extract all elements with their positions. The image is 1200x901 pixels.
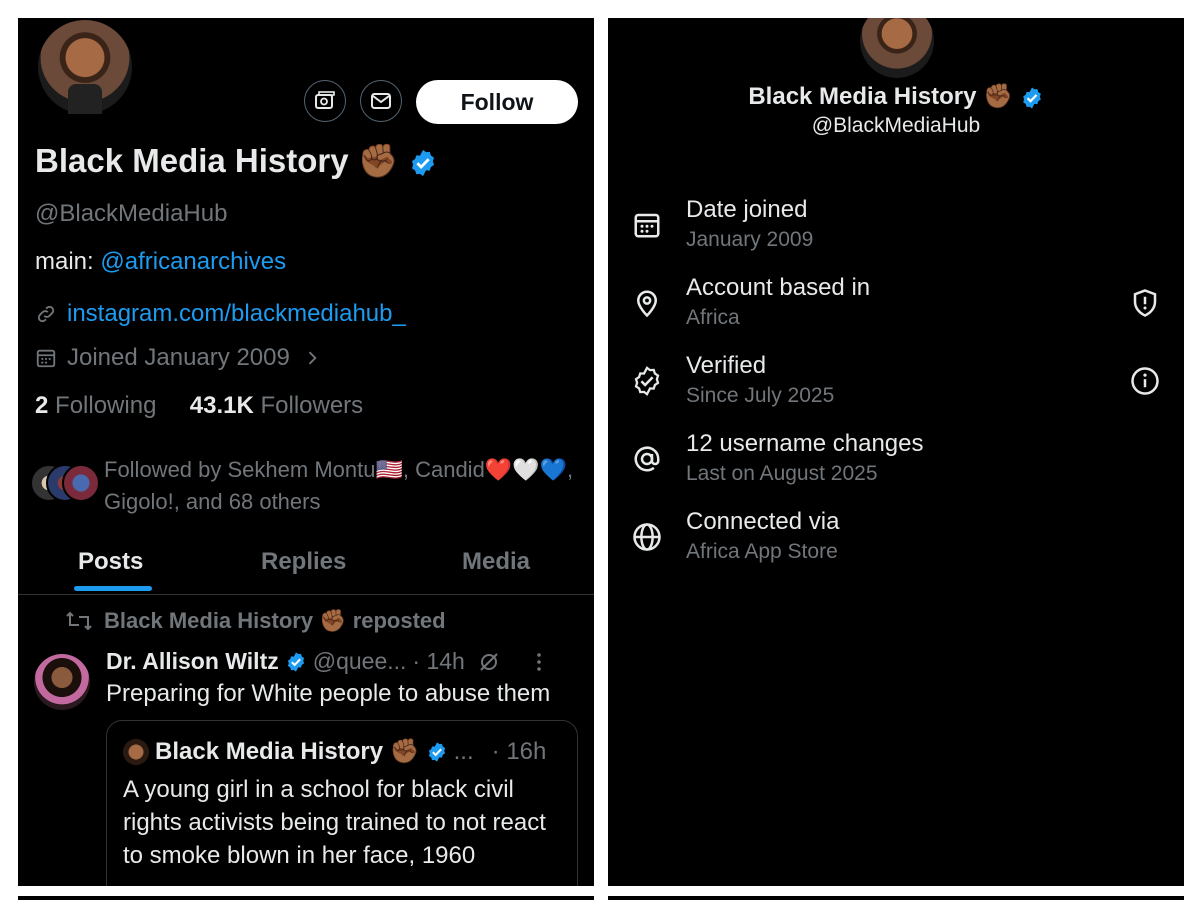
avatar bbox=[62, 464, 100, 502]
about-account-panel bbox=[608, 18, 1184, 886]
followed-by-avatars[interactable] bbox=[30, 464, 96, 500]
tab-replies[interactable]: Replies bbox=[261, 548, 347, 575]
info-row-connected-via bbox=[608, 508, 1184, 578]
info-sub: January 2009 bbox=[686, 228, 814, 251]
profile-avatar[interactable] bbox=[36, 18, 134, 116]
followers-link[interactable] bbox=[190, 392, 363, 419]
tab-posts[interactable]: Posts bbox=[78, 548, 144, 575]
tweet-author-name[interactable]: Dr. Allison Wiltz bbox=[106, 648, 279, 674]
tweet-time[interactable]: · 14h bbox=[412, 648, 465, 674]
grok-slash-icon[interactable] bbox=[477, 650, 501, 674]
info-sub: Africa bbox=[686, 306, 740, 329]
info-title: 12 username changes bbox=[686, 430, 924, 457]
bio-mention-link[interactable]: @africanarchives bbox=[100, 248, 287, 275]
shield-icon[interactable] bbox=[1130, 288, 1160, 318]
repost-icon bbox=[66, 610, 92, 632]
quote-text: A young girl in a school for black civil rights activists being trained to not react to smoke blown in her face, 1960 bbox=[123, 776, 546, 869]
quote-handle: ... bbox=[453, 737, 474, 765]
link-icon bbox=[35, 303, 57, 325]
follow-button[interactable]: Follow bbox=[416, 80, 578, 124]
about-handle: @BlackMediaHub bbox=[811, 114, 981, 137]
website-row bbox=[35, 300, 406, 328]
info-title: Account based in bbox=[686, 274, 871, 301]
chevron-right-icon bbox=[302, 348, 322, 368]
tweet-author-handle: @quee... bbox=[312, 648, 407, 674]
about-avatar bbox=[860, 18, 934, 78]
verified-badge-icon bbox=[1020, 86, 1044, 110]
info-icon[interactable] bbox=[1130, 366, 1160, 396]
at-icon bbox=[632, 444, 662, 474]
more-options-icon[interactable] bbox=[527, 650, 551, 674]
message-button[interactable] bbox=[360, 80, 402, 122]
quote-tweet[interactable] bbox=[106, 720, 578, 886]
following-count: 2 bbox=[35, 392, 49, 419]
tweet-header bbox=[106, 648, 551, 675]
divider bbox=[608, 896, 1184, 900]
active-tab-indicator bbox=[74, 586, 152, 591]
raised-fist-emoji: ✊🏾 bbox=[357, 142, 399, 179]
info-sub: Since July 2025 bbox=[686, 384, 835, 407]
following-link[interactable] bbox=[35, 392, 156, 419]
tab-media[interactable]: Media bbox=[462, 548, 531, 575]
info-title: Connected via bbox=[686, 508, 840, 535]
about-name-row bbox=[608, 82, 1184, 111]
info-title: Date joined bbox=[686, 196, 808, 223]
repost-indicator bbox=[66, 608, 446, 634]
tweet-text: Preparing for White people to abuse them bbox=[106, 680, 551, 707]
profile-tabs bbox=[18, 538, 594, 595]
followed-by-text[interactable]: Followed by Sekhem Montu🇺🇸, Candid❤️🤍💙, Gigolo!, and 68 others bbox=[104, 457, 574, 514]
info-row-date-joined bbox=[608, 196, 1184, 266]
info-row-username-changes bbox=[608, 430, 1184, 500]
info-row-verified bbox=[608, 352, 1184, 422]
grok-icon bbox=[313, 89, 337, 113]
followers-count: 43.1K bbox=[189, 392, 254, 419]
profile-handle: @BlackMediaHub bbox=[35, 200, 228, 227]
verified-badge-icon[interactable] bbox=[408, 148, 438, 178]
about-name: Black Media History ✊🏾 bbox=[748, 83, 1013, 110]
profile-name: Black Media History bbox=[35, 142, 349, 179]
grok-button[interactable] bbox=[304, 80, 346, 122]
followers-label: Followers bbox=[260, 392, 364, 419]
calendar-icon bbox=[632, 210, 662, 240]
profile-bio bbox=[35, 248, 286, 276]
divider bbox=[18, 896, 594, 900]
info-row-account-based-in bbox=[608, 274, 1184, 344]
verified-badge-icon bbox=[285, 651, 307, 673]
website-link[interactable]: instagram.com/blackmediahub_ bbox=[67, 300, 406, 327]
tweet-author-avatar[interactable] bbox=[34, 654, 90, 710]
quote-header bbox=[123, 737, 546, 766]
calendar-icon bbox=[35, 347, 57, 369]
profile-name-row bbox=[35, 142, 438, 181]
following-label: Following bbox=[55, 392, 157, 419]
joined-text: Joined January 2009 bbox=[67, 344, 290, 371]
verified-outline-icon bbox=[632, 366, 662, 396]
globe-icon bbox=[632, 522, 662, 552]
quote-author-avatar bbox=[123, 739, 149, 765]
info-title: Verified bbox=[686, 352, 767, 379]
verified-badge-icon bbox=[426, 741, 448, 763]
bio-text: main: bbox=[35, 248, 101, 275]
message-icon bbox=[369, 89, 393, 113]
repost-text: Black Media History ✊🏾 reposted bbox=[104, 608, 446, 633]
location-icon bbox=[632, 288, 662, 318]
info-sub: Last on August 2025 bbox=[686, 462, 878, 485]
info-sub: Africa App Store bbox=[686, 540, 838, 563]
profile-panel bbox=[18, 18, 594, 886]
follow-counts bbox=[35, 392, 363, 420]
joined-row[interactable] bbox=[35, 344, 322, 372]
quote-time: · 16h bbox=[491, 737, 547, 765]
quote-author-name: Black Media History ✊🏾 bbox=[155, 738, 420, 765]
